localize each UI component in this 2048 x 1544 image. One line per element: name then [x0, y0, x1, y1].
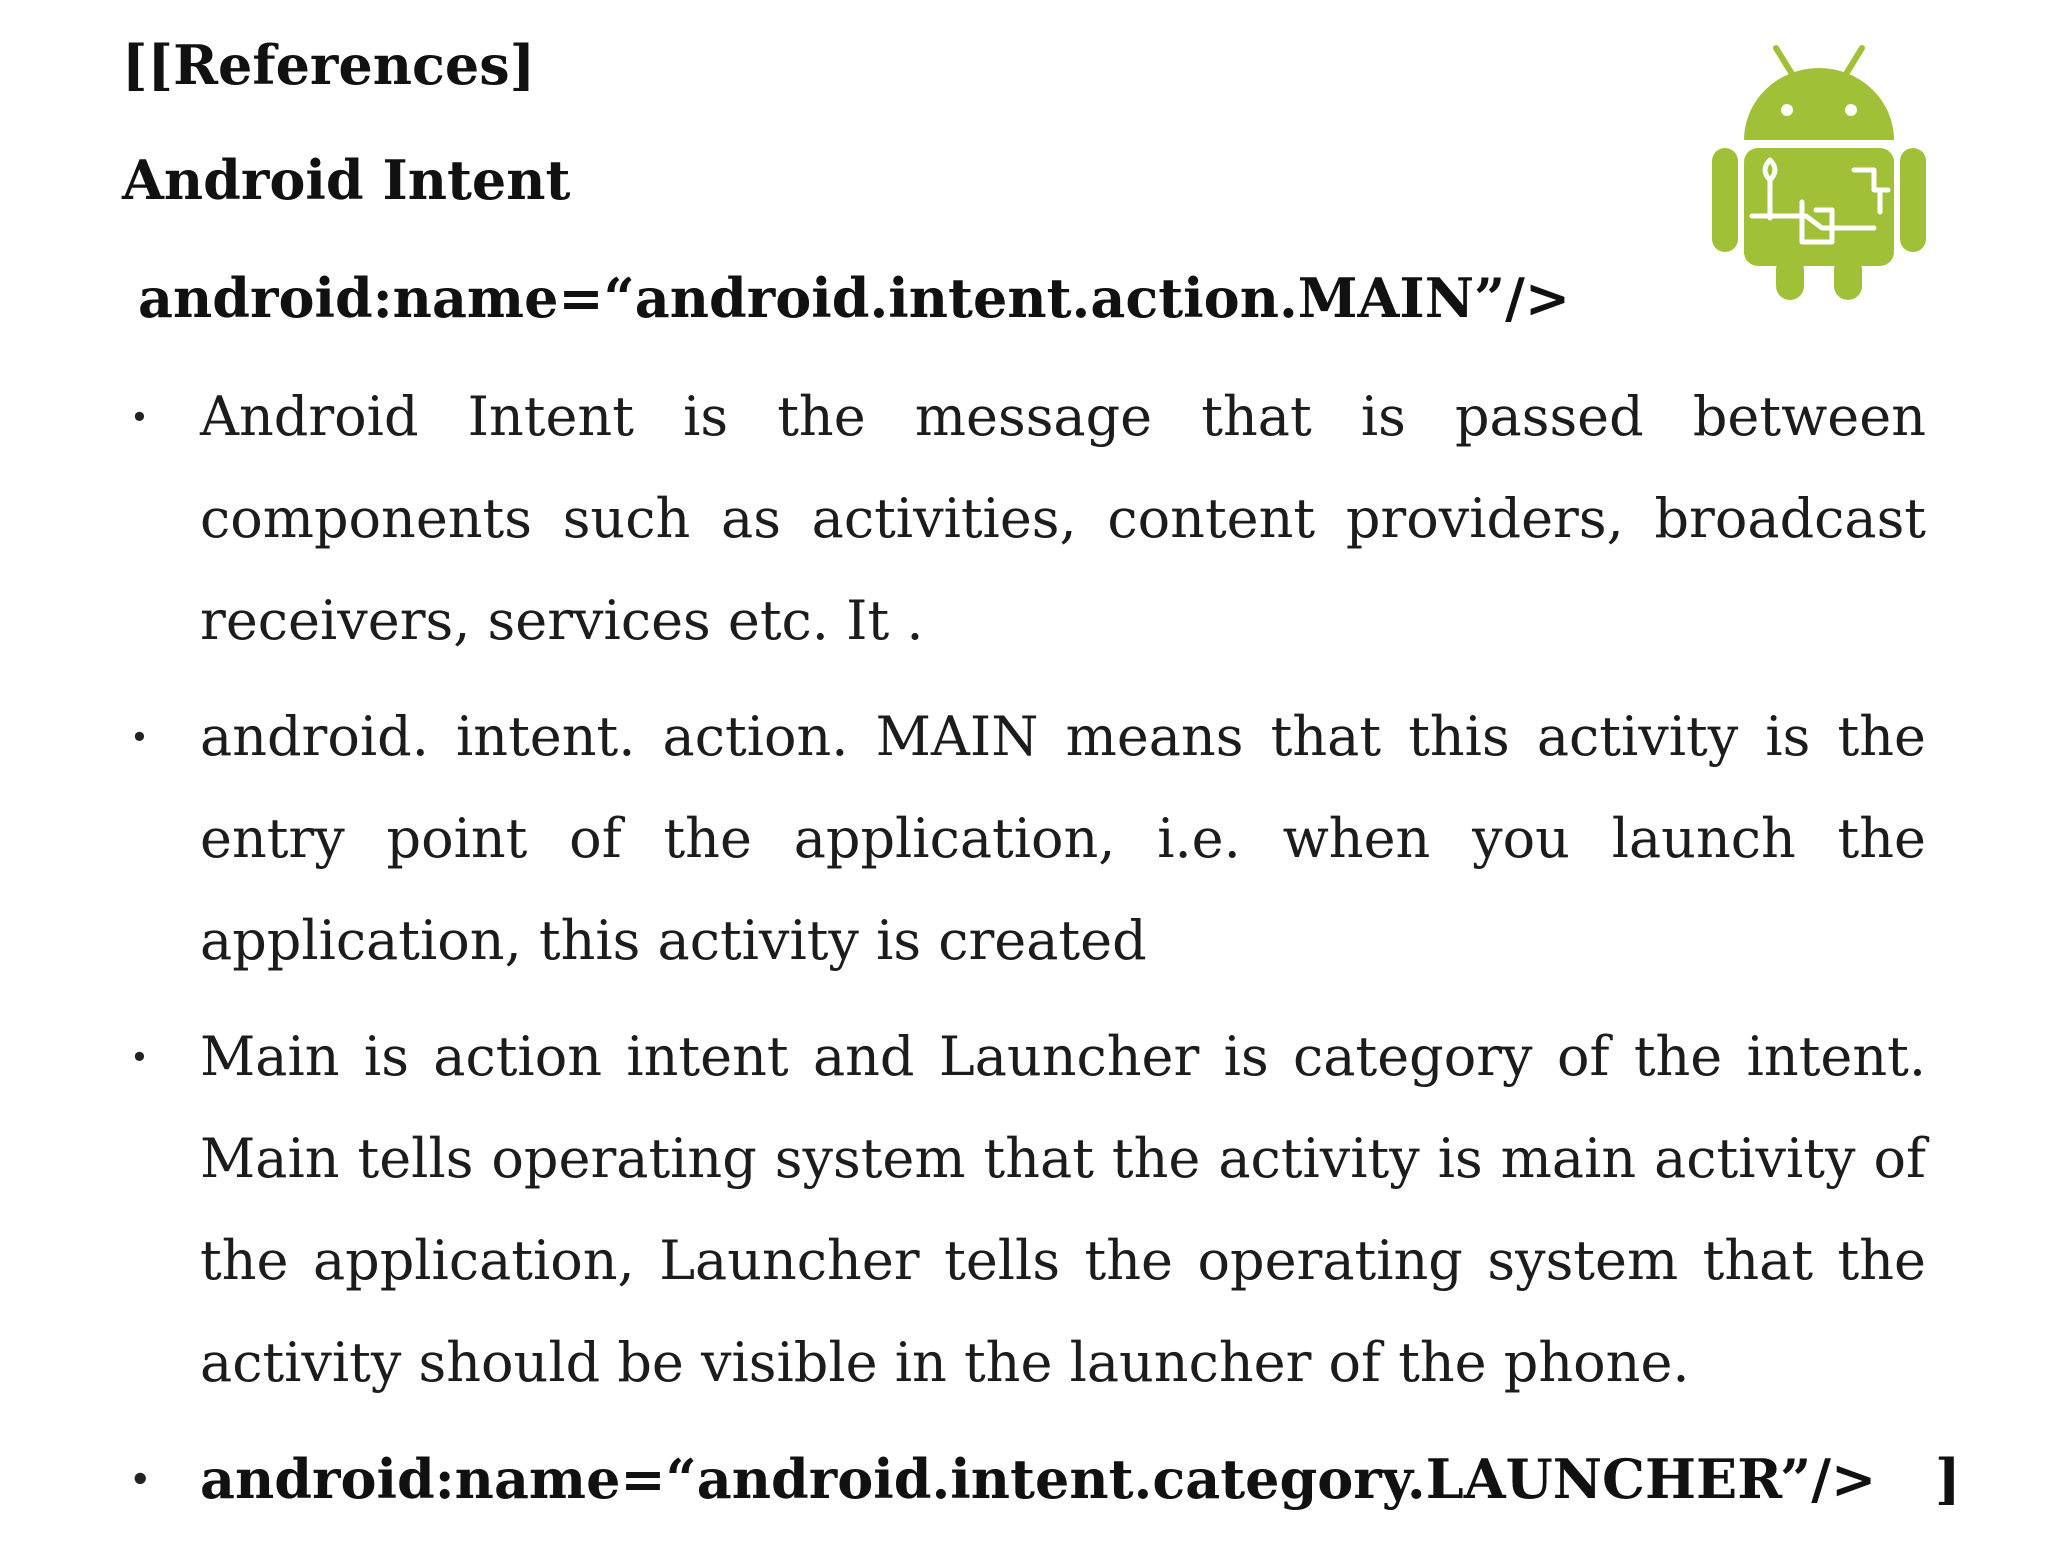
closing-bracket: ]	[1935, 1447, 1961, 1511]
bullet-symbol: •	[130, 1038, 149, 1076]
bullet-item-launcher-code	[126, 1428, 1961, 1530]
bullet-item-main-launcher	[126, 1006, 1926, 1414]
code-line-main: android:name=“android.intent.action.MAIN”/>	[138, 266, 1571, 330]
bullet-symbol: •	[130, 718, 149, 756]
bullet-text: android:name=“android.intent.category.LAUNCHER”/>	[200, 1447, 1877, 1511]
android-robot-icon	[1704, 30, 1934, 300]
bullet-text: Main is action intent and Launcher is category of the intent. Main tells operating system that the activity is main activity of the application, Launcher tells the operating system that the activity should be visible in the launcher of the phone.	[200, 1025, 1926, 1394]
bullet-text: Android Intent is the message that is passed between components such as activities, content providers, broadcast receivers, services etc. It .	[200, 385, 1926, 652]
bullet-text: android. intent. action. MAIN means that this activity is the entry point of the application, i.e. when you launch the application, this activity is created	[200, 705, 1926, 972]
bullet-item-intent	[126, 366, 1926, 672]
bullet-list	[126, 366, 1961, 1544]
bullet-symbol: •	[130, 1460, 151, 1498]
slide-title: Android Intent	[122, 148, 571, 212]
bullet-symbol: •	[130, 398, 149, 436]
references-label: [[References]	[122, 33, 536, 97]
bullet-item-action-main	[126, 686, 1926, 992]
